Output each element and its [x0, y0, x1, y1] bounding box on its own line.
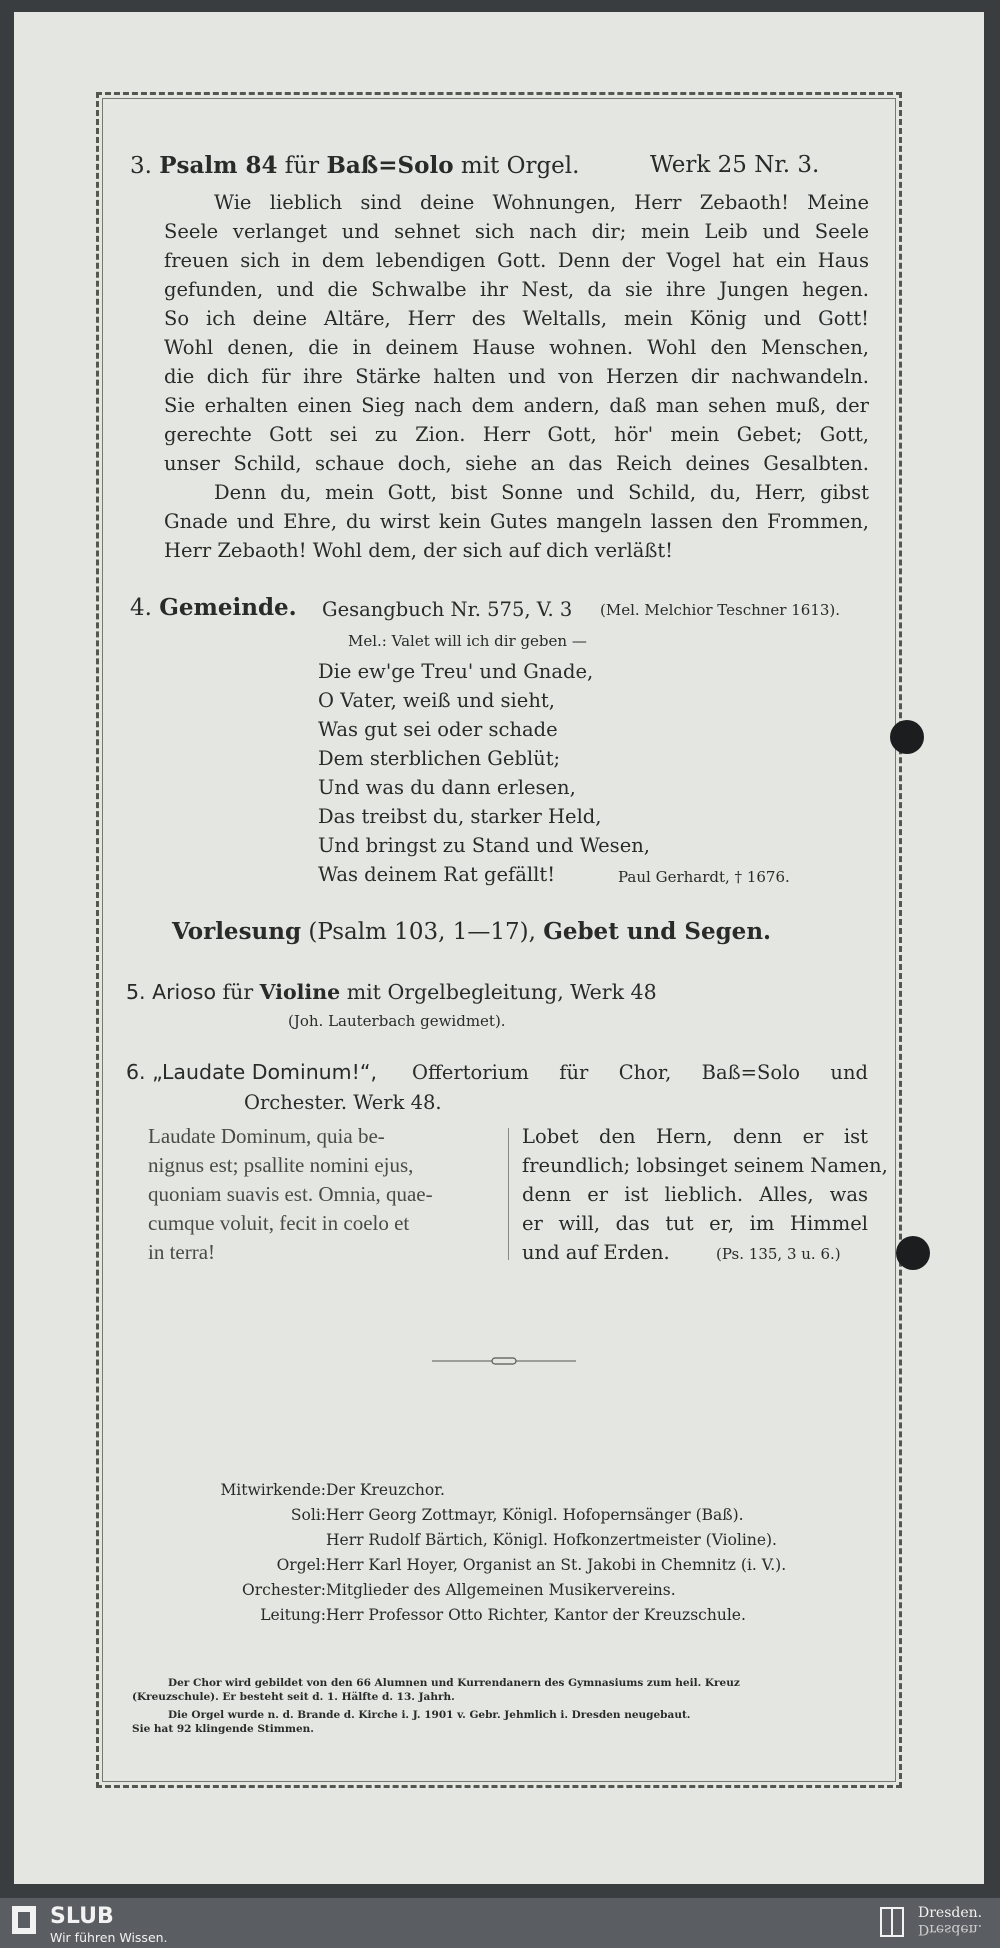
fine-print-line: (Kreuzschule). Er besteht seit d. 1. Hälfte d. 13. Jahrh.: [132, 1691, 455, 1703]
city-line: Dresden.: [918, 1905, 983, 1921]
credit-value: Herr Professor Otto Richter, Kantor der Kreuzschule.: [326, 1606, 746, 1624]
psalm-title-voice: Baß=Solo: [326, 152, 454, 179]
ornament-divider: [432, 1352, 576, 1364]
psalm-text-line: Seele verlanget und sehnet sich nach dir; mein Leib und Seele: [164, 220, 869, 243]
psalm-text-line: gefunden, und die Schwalbe ihr Nest, da sie ihre Jungen hegen.: [164, 278, 869, 301]
psalm-text-line: freuen sich in dem lebendigen Gott. Denn der Vogel hat ein Haus: [164, 249, 869, 272]
psalm-text-line: gerechte Gott sei zu Zion. Herr Gott, hör' mein Gebet; Gott,: [164, 423, 869, 446]
gemeinde-title: Gemeinde.: [159, 594, 297, 621]
credit-value: Herr Karl Hoyer, Organist an St. Jakobi in Chemnitz (i. V.).: [326, 1556, 787, 1574]
dresden-crest-icon: [880, 1907, 904, 1937]
psalm-opus: Werk 25 Nr. 3.: [650, 152, 820, 178]
item-number: 4.: [130, 595, 152, 621]
fine-print-line: Der Chor wird gebildet von den 66 Alumnen und Kurrendanern des Gymnasiums zum heil. Kreuz: [168, 1677, 740, 1689]
psalm-text-line: Wie lieblich sind deine Wohnungen, Herr Zebaoth! Meine: [214, 191, 869, 214]
latin-text-line: nignus est; psallite nomini ejus,: [148, 1153, 414, 1177]
arioso-dedication: (Joh. Lauterbach gewidmet).: [288, 1012, 506, 1030]
psalm-title-mid: für: [277, 153, 327, 179]
german-text-line: und auf Erden.: [522, 1241, 670, 1264]
ornament-divider-graphic: [432, 1355, 576, 1367]
vorlesung-reference: (Psalm 103, 1—17),: [301, 919, 544, 945]
fine-print-line: Sie hat 92 klingende Stimmen.: [132, 1723, 314, 1735]
footer-city: [918, 1906, 982, 1936]
laudate-heading: [126, 1060, 377, 1084]
verse-line: Was gut sei oder schade: [318, 718, 558, 741]
german-text-line: Lobet den Hern, denn er ist: [522, 1125, 868, 1148]
footer-brand: SLUB: [50, 1904, 114, 1929]
latin-text-line: in terra!: [148, 1240, 216, 1264]
psalm-title: Psalm 84: [159, 152, 278, 179]
melody-line: Mel.: Valet will ich dir geben —: [348, 632, 587, 650]
slub-logo-icon: [12, 1906, 36, 1934]
credit-value: Der Kreuzchor.: [326, 1481, 445, 1499]
psalm-text-line: Herr Zebaoth! Wohl dem, der sich auf dich verläßt!: [164, 539, 674, 562]
verse-line: O Vater, weiß und sieht,: [318, 689, 555, 712]
arioso-title-mid: für: [216, 980, 260, 1004]
verse-line: Das treibst du, starker Held,: [318, 805, 602, 828]
verse-line: Und bringst zu Stand und Wesen,: [318, 834, 650, 857]
arioso-instrument: Violine: [259, 980, 341, 1004]
verse-line: Dem sterblichen Geblüt;: [318, 747, 561, 770]
credit-label: Orgel:: [276, 1556, 326, 1574]
hymnal-reference: Gesangbuch Nr. 575, V. 3: [322, 598, 573, 621]
hymn-author: Paul Gerhardt, † 1676.: [618, 868, 790, 886]
vorlesung-heading: [172, 918, 771, 945]
german-text-line: freundlich; lobsinget seinem Namen,: [522, 1154, 888, 1177]
city-line-mirrored: Dresden.: [918, 1921, 983, 1937]
arioso-title-rest: mit Orgelbegleitung, Werk 48: [340, 980, 657, 1004]
column-divider: [508, 1128, 509, 1260]
psalm-text-line: Wohl denen, die in deinem Hause wohnen. Wohl den Menschen,: [164, 336, 869, 359]
laudate-title-line2: Orchester. Werk 48.: [244, 1091, 442, 1114]
melody-note: (Mel. Melchior Teschner 1613).: [600, 601, 841, 619]
latin-text-line: quoniam suavis est. Omnia, quae-: [148, 1182, 433, 1206]
psalm-text-line: unser Schild, schaue doch, siehe an das Reich deines Gesalbten.: [164, 452, 869, 475]
psalm-heading: [130, 152, 579, 179]
punch-hole: [890, 720, 924, 754]
psalm-text-line: So ich deine Altäre, Herr des Weltalls, mein König und Gott!: [164, 307, 869, 330]
psalm-text-line: Gnade und Ehre, du wirst kein Gutes mangeln lassen den Frommen,: [164, 510, 869, 533]
credit-label: Mitwirkende:: [220, 1481, 326, 1499]
credit-value: Herr Rudolf Bärtich, Königl. Hofkonzertmeister (Violine).: [326, 1531, 777, 1549]
credit-label: Orchester:: [242, 1581, 326, 1599]
psalm-title-rest: mit Orgel.: [453, 153, 580, 179]
psalm-text-line: Sie erhalten einen Sieg nach dem andern, daß man sehen muß, der: [164, 394, 869, 417]
verse-line: Und was du dann erlesen,: [318, 776, 576, 799]
arioso-heading: [126, 980, 657, 1004]
footer-bar: [0, 1898, 1000, 1948]
vorlesung-label: Vorlesung: [172, 918, 302, 945]
item-number: 3.: [130, 153, 152, 179]
credit-value: Herr Georg Zottmayr, Königl. Hofopernsänger (Baß).: [326, 1506, 744, 1524]
psalm-reference: (Ps. 135, 3 u. 6.): [716, 1245, 841, 1263]
latin-text-line: cumque voluit, fecit in coelo et: [148, 1211, 410, 1235]
punch-hole: [896, 1236, 930, 1270]
latin-text-line: Laudate Dominum, quia be-: [148, 1124, 385, 1148]
psalm-text-line: Denn du, mein Gott, bist Sonne und Schild, du, Herr, gibst: [214, 481, 869, 504]
laudate-title: „Laudate Dominum!“,: [152, 1060, 378, 1084]
german-text-line: er will, das tut er, im Himmel: [522, 1212, 868, 1235]
item-number: 5.: [126, 980, 146, 1004]
credit-value: Mitglieder des Allgemeinen Musikervereins.: [326, 1581, 676, 1599]
german-text-line: denn er ist lieblich. Alles, was: [522, 1183, 868, 1206]
credit-label: Leitung:: [260, 1606, 326, 1624]
vorlesung-blessing: Gebet und Segen.: [543, 918, 772, 945]
arioso-title: Arioso: [152, 980, 217, 1004]
item-number: 6.: [126, 1060, 146, 1084]
verse-line: Die ew'ge Treu' und Gnade,: [318, 660, 594, 683]
psalm-text-line: die dich für ihre Stärke halten und von Herzen dir nachwandeln.: [164, 365, 869, 388]
footer-slogan: Wir führen Wissen.: [50, 1930, 168, 1945]
laudate-title-rest: Offertorium für Chor, Baß=Solo und: [412, 1061, 868, 1084]
verse-line: Was deinem Rat gefällt!: [318, 863, 556, 886]
fine-print-line: Die Orgel wurde n. d. Brande d. Kirche i. J. 1901 v. Gebr. Jehmlich i. Dresden neugebaut.: [168, 1709, 691, 1721]
gemeinde-heading: [130, 594, 297, 621]
credit-label: Soli:: [290, 1506, 326, 1524]
